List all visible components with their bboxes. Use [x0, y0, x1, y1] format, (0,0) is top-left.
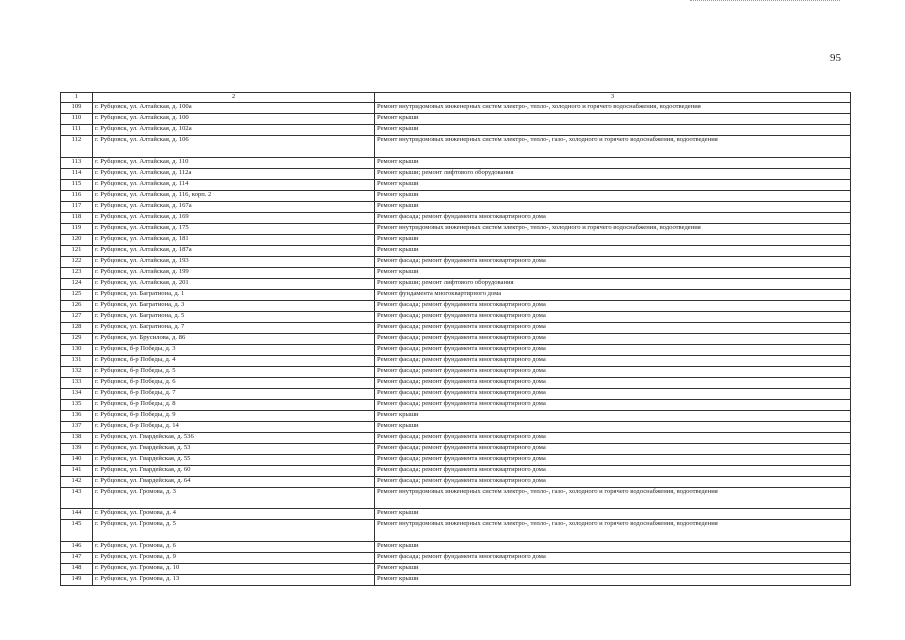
row-address: г. Рубцовск, ул. Громова, д. 6 — [93, 541, 375, 552]
row-works: Ремонт крыши; ремонт лифтового оборудования — [375, 168, 851, 179]
row-number: 110 — [61, 114, 93, 125]
table-row — [61, 333, 851, 344]
row-address: г. Рубцовск, б-р Победы, д. 7 — [93, 388, 375, 399]
column-header-address: 2 — [93, 93, 375, 103]
row-number: 109 — [61, 103, 93, 114]
row-number: 113 — [61, 157, 93, 168]
table-row — [61, 136, 851, 158]
row-address: г. Рубцовск, б-р Победы, д. 3 — [93, 344, 375, 355]
column-header-number: 1 — [61, 93, 93, 103]
row-address: г. Рубцовск, б-р Победы, д. 5 — [93, 366, 375, 377]
table-row — [61, 289, 851, 300]
row-address: г. Рубцовск, ул. Громова, д. 5 — [93, 520, 375, 542]
row-works: Ремонт крыши — [375, 190, 851, 201]
table-row — [61, 201, 851, 212]
table-row — [61, 256, 851, 267]
table-row — [61, 487, 851, 509]
row-address: г. Рубцовск, ул. Брусилова, д. 86 — [93, 333, 375, 344]
row-works: Ремонт крыши — [375, 157, 851, 168]
row-number: 128 — [61, 322, 93, 333]
row-works: Ремонт внутридомовых инженерных систем электро-, тепло-, газо-, холодного и горячего водоснабжения, водоотведения — [375, 487, 851, 509]
row-works: Ремонт фасада; ремонт фундамента многоквартирного дома — [375, 432, 851, 443]
table-row — [61, 157, 851, 168]
row-works: Ремонт внутридомовых инженерных систем электро-, тепло-, холодного и горячего водоснабжения, водоотведения — [375, 223, 851, 234]
row-address: г. Рубцовск, ул. Алтайская, д. 110 — [93, 157, 375, 168]
row-works: Ремонт фасада; ремонт фундамента многоквартирного дома — [375, 344, 851, 355]
row-number: 146 — [61, 541, 93, 552]
table-row — [61, 223, 851, 234]
row-number: 149 — [61, 574, 93, 585]
row-works: Ремонт фасада; ремонт фундамента многоквартирного дома — [375, 399, 851, 410]
row-works: Ремонт крыши — [375, 125, 851, 136]
row-works: Ремонт фасада; ремонт фундамента многоквартирного дома — [375, 256, 851, 267]
row-number: 137 — [61, 421, 93, 432]
row-works: Ремонт фасада; ремонт фундамента многоквартирного дома — [375, 322, 851, 333]
row-address: г. Рубцовск, ул. Гвардейская, д. 64 — [93, 476, 375, 487]
row-address: г. Рубцовск, ул. Громова, д. 9 — [93, 552, 375, 563]
row-number: 129 — [61, 333, 93, 344]
row-address: г. Рубцовск, ул. Алтайская, д. 181 — [93, 234, 375, 245]
row-address: г. Рубцовск, ул. Алтайская, д. 100 — [93, 114, 375, 125]
table-row — [61, 509, 851, 520]
row-number: 112 — [61, 136, 93, 158]
row-works: Ремонт фасада; ремонт фундамента многоквартирного дома — [375, 476, 851, 487]
header-row — [61, 93, 851, 103]
row-number: 130 — [61, 344, 93, 355]
row-works: Ремонт крыши — [375, 245, 851, 256]
row-number: 145 — [61, 520, 93, 542]
table-row — [61, 179, 851, 190]
table-row — [61, 465, 851, 476]
table-row — [61, 168, 851, 179]
row-number: 136 — [61, 410, 93, 421]
row-works: Ремонт фасада; ремонт фундамента многоквартирного дома — [375, 311, 851, 322]
row-address: г. Рубцовск, ул. Алтайская, д. 169 — [93, 212, 375, 223]
page-number: 95 — [830, 52, 841, 64]
table-row — [61, 311, 851, 322]
row-works: Ремонт фасада; ремонт фундамента многоквартирного дома — [375, 333, 851, 344]
row-address: г. Рубцовск, ул. Багратиона, д. 7 — [93, 322, 375, 333]
row-number: 144 — [61, 509, 93, 520]
row-works: Ремонт фасада; ремонт фундамента многоквартирного дома — [375, 355, 851, 366]
row-address: г. Рубцовск, ул. Гвардейская, д. 55 — [93, 454, 375, 465]
row-works: Ремонт фасада; ремонт фундамента многоквартирного дома — [375, 552, 851, 563]
row-address: г. Рубцовск, б-р Победы, д. 4 — [93, 355, 375, 366]
row-works: Ремонт крыши; ремонт лифтового оборудования — [375, 278, 851, 289]
row-number: 116 — [61, 190, 93, 201]
row-number: 121 — [61, 245, 93, 256]
table-row — [61, 278, 851, 289]
row-number: 134 — [61, 388, 93, 399]
row-address: г. Рубцовск, ул. Багратиона, д. 3 — [93, 300, 375, 311]
table-row — [61, 190, 851, 201]
table-row — [61, 399, 851, 410]
row-works: Ремонт фундамента многоквартирного дома — [375, 289, 851, 300]
row-address: г. Рубцовск, ул. Алтайская, д. 114 — [93, 179, 375, 190]
table-row — [61, 322, 851, 333]
row-address: г. Рубцовск, ул. Алтайская, д. 175 — [93, 223, 375, 234]
row-address: г. Рубцовск, ул. Багратиона, д. 1 — [93, 289, 375, 300]
row-address: г. Рубцовск, ул. Гвардейская, д. 60 — [93, 465, 375, 476]
row-address: г. Рубцовск, ул. Алтайская, д. 116, корп. 2 — [93, 190, 375, 201]
row-address: г. Рубцовск, ул. Алтайская, д. 112а — [93, 168, 375, 179]
table-row — [61, 563, 851, 574]
row-address: г. Рубцовск, б-р Победы, д. 8 — [93, 399, 375, 410]
row-number: 143 — [61, 487, 93, 509]
row-number: 126 — [61, 300, 93, 311]
row-number: 114 — [61, 168, 93, 179]
table-row — [61, 421, 851, 432]
row-works: Ремонт крыши — [375, 114, 851, 125]
table-row — [61, 410, 851, 421]
row-works: Ремонт крыши — [375, 179, 851, 190]
table-row — [61, 234, 851, 245]
table-row — [61, 552, 851, 563]
table-row — [61, 454, 851, 465]
table-row — [61, 344, 851, 355]
row-number: 138 — [61, 432, 93, 443]
row-number: 115 — [61, 179, 93, 190]
row-works: Ремонт крыши — [375, 509, 851, 520]
row-number: 132 — [61, 366, 93, 377]
row-works: Ремонт фасада; ремонт фундамента многоквартирного дома — [375, 377, 851, 388]
row-number: 124 — [61, 278, 93, 289]
table-row — [61, 541, 851, 552]
row-works: Ремонт крыши — [375, 410, 851, 421]
row-address: г. Рубцовск, ул. Алтайская, д. 199 — [93, 267, 375, 278]
row-number: 117 — [61, 201, 93, 212]
table-row — [61, 103, 851, 114]
row-address: г. Рубцовск, ул. Гвардейская, д. 536 — [93, 432, 375, 443]
row-number: 127 — [61, 311, 93, 322]
row-number: 122 — [61, 256, 93, 267]
row-works: Ремонт крыши — [375, 541, 851, 552]
row-works: Ремонт крыши — [375, 234, 851, 245]
row-number: 139 — [61, 443, 93, 454]
row-number: 147 — [61, 552, 93, 563]
buildings-works-table — [60, 92, 851, 586]
row-works: Ремонт фасада; ремонт фундамента многоквартирного дома — [375, 465, 851, 476]
row-address: г. Рубцовск, ул. Алтайская, д. 193 — [93, 256, 375, 267]
table-row — [61, 267, 851, 278]
row-address: г. Рубцовск, б-р Победы, д. 14 — [93, 421, 375, 432]
row-number: 118 — [61, 212, 93, 223]
row-address: г. Рубцовск, б-р Победы, д. 6 — [93, 377, 375, 388]
row-number: 119 — [61, 223, 93, 234]
table-row — [61, 476, 851, 487]
row-address: г. Рубцовск, ул. Громова, д. 13 — [93, 574, 375, 585]
row-number: 135 — [61, 399, 93, 410]
row-works: Ремонт фасада; ремонт фундамента многоквартирного дома — [375, 212, 851, 223]
row-number: 123 — [61, 267, 93, 278]
row-number: 148 — [61, 563, 93, 574]
row-works: Ремонт фасада; ремонт фундамента многоквартирного дома — [375, 366, 851, 377]
row-address: г. Рубцовск, б-р Победы, д. 9 — [93, 410, 375, 421]
table-row — [61, 300, 851, 311]
row-address: г. Рубцовск, ул. Алтайская, д. 201 — [93, 278, 375, 289]
table-row — [61, 574, 851, 585]
row-number: 140 — [61, 454, 93, 465]
row-works: Ремонт фасада; ремонт фундамента многоквартирного дома — [375, 300, 851, 311]
row-works: Ремонт крыши — [375, 574, 851, 585]
row-works: Ремонт фасада; ремонт фундамента многоквартирного дома — [375, 443, 851, 454]
table-row — [61, 125, 851, 136]
row-address: г. Рубцовск, ул. Алтайская, д. 167а — [93, 201, 375, 212]
row-number: 111 — [61, 125, 93, 136]
row-number: 120 — [61, 234, 93, 245]
top-edge-line — [690, 0, 840, 3]
row-address: г. Рубцовск, ул. Багратиона, д. 5 — [93, 311, 375, 322]
row-works: Ремонт крыши — [375, 267, 851, 278]
table-row — [61, 443, 851, 454]
row-number: 141 — [61, 465, 93, 476]
table-row — [61, 520, 851, 542]
row-address: г. Рубцовск, ул. Алтайская, д. 187а — [93, 245, 375, 256]
table-row — [61, 366, 851, 377]
row-works: Ремонт крыши — [375, 421, 851, 432]
row-address: г. Рубцовск, ул. Громова, д. 10 — [93, 563, 375, 574]
row-works: Ремонт внутридомовых инженерных систем электро-, тепло-, холодного и горячего водоснабжения, водоотведения — [375, 103, 851, 114]
row-number: 142 — [61, 476, 93, 487]
row-works: Ремонт фасада; ремонт фундамента многоквартирного дома — [375, 388, 851, 399]
row-number: 133 — [61, 377, 93, 388]
row-address: г. Рубцовск, ул. Алтайская, д. 106 — [93, 136, 375, 158]
row-works: Ремонт крыши — [375, 563, 851, 574]
row-address: г. Рубцовск, ул. Громова, д. 3 — [93, 487, 375, 509]
table-row — [61, 245, 851, 256]
row-address: г. Рубцовск, ул. Гвардейская, д. 53 — [93, 443, 375, 454]
row-number: 125 — [61, 289, 93, 300]
row-address: г. Рубцовск, ул. Громова, д. 4 — [93, 509, 375, 520]
table-row — [61, 212, 851, 223]
table-row — [61, 432, 851, 443]
row-works: Ремонт фасада; ремонт фундамента многоквартирного дома — [375, 454, 851, 465]
row-works: Ремонт крыши — [375, 201, 851, 212]
table-row — [61, 355, 851, 366]
row-works: Ремонт внутридомовых инженерных систем электро-, тепло-, газо-, холодного и горячего водоснабжения, водоотведения — [375, 136, 851, 158]
table-row — [61, 388, 851, 399]
row-address: г. Рубцовск, ул. Алтайская, д. 100а — [93, 103, 375, 114]
row-works: Ремонт внутридомовых инженерных систем электро-, тепло-, газо-, холодного и горячего водоснабжения, водоотведения — [375, 520, 851, 542]
table-row — [61, 114, 851, 125]
row-number: 131 — [61, 355, 93, 366]
row-address: г. Рубцовск, ул. Алтайская, д. 102а — [93, 125, 375, 136]
column-header-works: 3 — [375, 93, 851, 103]
table-row — [61, 377, 851, 388]
